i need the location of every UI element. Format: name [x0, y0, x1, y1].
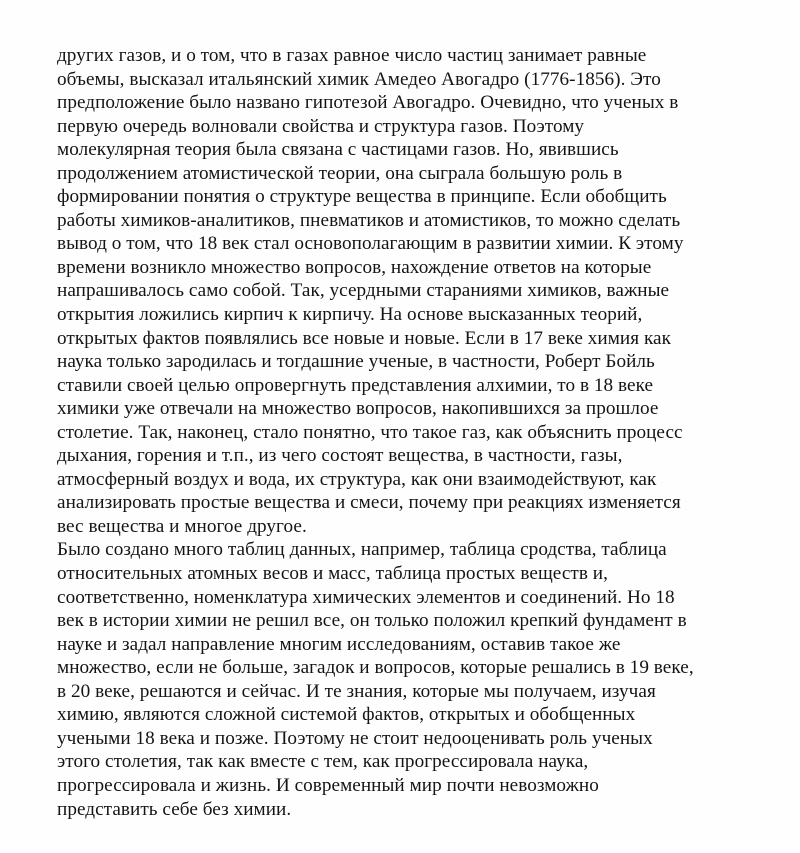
text-line: относительных атомных весов и масс, таблица простых веществ и, [57, 563, 608, 585]
text-line: времени возникло множество вопросов, нахождение ответов на которые [57, 256, 652, 278]
paragraph-2 [57, 538, 797, 821]
text-line: науке и задал направление многим исследованиям, оставив такое же [57, 633, 621, 655]
document-body [57, 44, 797, 821]
text-line: химики уже отвечали на множество вопросов, накопившихся за прошлое [57, 398, 659, 420]
text-line: прогрессировала и жизнь. И современный мир почти невозможно [57, 774, 599, 796]
text-line: открытых фактов появлялись все новые и новые. Если в 17 веке химия как [57, 327, 671, 349]
text-line: век в истории химии не решил все, он только положил крепкий фундамент в [57, 610, 687, 632]
text-line: столетие. Так, наконец, стало понятно, что такое газ, как объяснить процесс [57, 421, 683, 443]
text-line: молекулярная теория была связана с частицами газов. Но, явившись [57, 139, 619, 161]
text-line: химию, являются сложной системой фактов, открытых и обобщенных [57, 704, 636, 726]
text-line: открытия ложились кирпич к кирпичу. На основе высказанных теорий, [57, 304, 643, 326]
text-line: Было создано много таблиц данных, например, таблица сродства, таблица [57, 539, 667, 561]
text-line: соответственно, номенклатура химических элементов и соединений. Но 18 [57, 586, 675, 608]
text-line: напрашивалось само собой. Так, усердными стараниями химиков, важные [57, 280, 670, 302]
text-line: ставили своей целью опровергнуть представления алхимии, то в 18 веке [57, 374, 654, 396]
paragraph-1 [57, 44, 797, 538]
text-line: учеными 18 века и позже. Поэтому не стоит недооценивать роль ученых [57, 727, 653, 749]
text-line: объемы, высказал итальянский химик Амедео Авогадро (1776-1856). Это [57, 68, 661, 90]
text-line: этого столетия, так как вместе с тем, как прогрессировала наука, [57, 751, 589, 773]
text-line: дыхания, горения и т.п., из чего состоят вещества, в частности, газы, [57, 445, 623, 467]
text-line: в 20 веке, решаются и сейчас. И те знания, которые мы получаем, изучая [57, 680, 656, 702]
text-line: работы химиков-аналитиков, пневматиков и атомистиков, то можно сделать [57, 209, 681, 231]
text-line: множество, если не больше, загадок и вопросов, которые решались в 19 веке, [57, 657, 694, 679]
text-line: других газов, и о том, что в газах равное число частиц занимает равные [57, 45, 647, 66]
text-line: предположение было названо гипотезой Авогадро. Очевидно, что ученых в [57, 92, 679, 114]
text-line: представить себе без химии. [57, 798, 292, 820]
text-line: вывод о том, что 18 век стал основополагающим в развитии химии. К этому [57, 233, 684, 255]
text-line: наука только зародилась и тогдашние ученые, в частности, Роберт Бойль [57, 351, 655, 373]
text-line: вес вещества и многое другое. [57, 515, 307, 537]
text-line: формировании понятия о структуре вещества в принципе. Если обобщить [57, 186, 667, 208]
text-line: продолжением атомистической теории, она сыграла большую роль в [57, 162, 623, 184]
text-line: анализировать простые вещества и смеси, почему при реакциях изменяется [57, 492, 681, 514]
text-line: атмосферный воздух и вода, их структура, как они взаимодействуют, как [57, 468, 657, 490]
text-line: первую очередь волновали свойства и структура газов. Поэтому [57, 115, 585, 137]
